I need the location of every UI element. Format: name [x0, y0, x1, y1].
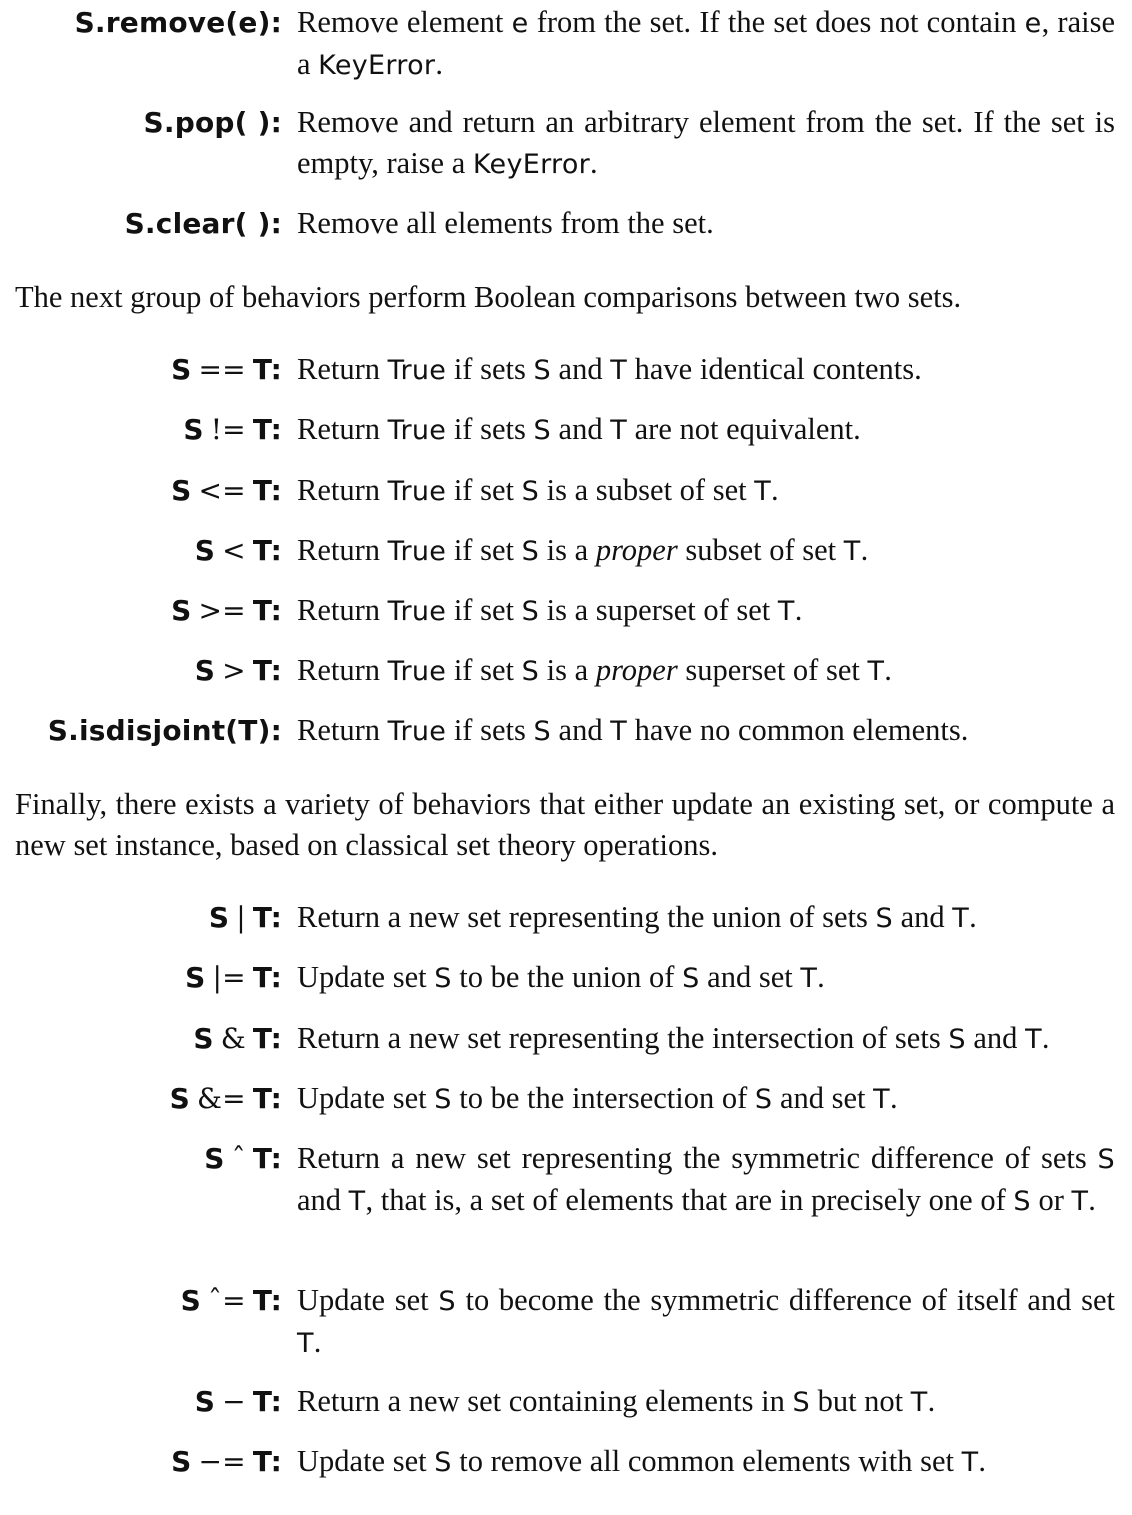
desc-ge: Return True if set S is a superset of set T.: [297, 593, 803, 627]
term-gt: S > T:: [194, 654, 282, 687]
desc-pop: Remove and return an arbitrary element from the set. If the set is empty, raise a KeyError.: [297, 105, 1115, 180]
desc-union-update: Update set S to be the union of S and set T.: [297, 960, 825, 994]
desc-symmetric-difference: Return a new set representing the symmetric difference of sets S and T, that is, a set of elements that are in precisely one of S or T.: [297, 1141, 1115, 1217]
term-intersection-update: S &= T:: [169, 1082, 282, 1115]
paragraph-comparisons-intro: The next group of behaviors perform Boolean comparisons between two sets.: [15, 280, 962, 314]
term-difference: S − T:: [194, 1385, 282, 1418]
desc-difference-update: Update set S to remove all common elements with set T.: [297, 1444, 987, 1478]
paragraph-set-operations-intro: Finally, there exists a variety of behaviors that either update an existing set, or compute a new set instance, based on classical set theory operations.: [15, 787, 1115, 862]
term-eq: S == T:: [171, 353, 282, 386]
term-ne: S != T:: [183, 413, 282, 446]
desc-symmetric-difference-update: Update set S to become the symmetric difference of itself and set T.: [297, 1283, 1115, 1359]
term-union: S | T:: [208, 901, 282, 934]
term-lt: S < T:: [194, 534, 282, 567]
term-clear: S.clear( ):: [124, 207, 282, 240]
desc-clear: Remove all elements from the set.: [297, 206, 714, 240]
term-le: S <= T:: [171, 474, 282, 507]
term-isdisjoint: S.isdisjoint(T):: [47, 714, 282, 747]
desc-le: Return True if set S is a subset of set T.: [297, 473, 779, 507]
desc-difference: Return a new set containing elements in S but not T.: [297, 1384, 936, 1418]
desc-remove: Remove element e from the set. If the set does not contain e, raise a KeyError.: [297, 5, 1115, 81]
desc-intersection-update: Update set S to be the intersection of S and set T.: [297, 1081, 898, 1115]
desc-ne: Return True if sets S and T are not equivalent.: [297, 412, 861, 446]
term-symmetric-difference-update: S ˆ= T:: [180, 1284, 282, 1317]
desc-gt: Return True if set S is a proper superset of set T.: [297, 653, 892, 687]
term-pop: S.pop( ):: [143, 106, 282, 139]
term-union-update: S |= T:: [185, 961, 282, 994]
term-intersection: S & T:: [193, 1022, 282, 1055]
desc-eq: Return True if sets S and T have identical contents.: [297, 352, 922, 386]
term-ge: S >= T:: [171, 594, 282, 627]
desc-isdisjoint: Return True if sets S and T have no common elements.: [297, 713, 969, 747]
term-remove: S.remove(e):: [74, 6, 282, 39]
desc-lt: Return True if set S is a proper subset of set T.: [297, 533, 869, 567]
term-symmetric-difference: S ˆ T:: [204, 1142, 282, 1175]
desc-intersection: Return a new set representing the intersection of sets S and T.: [297, 1021, 1050, 1055]
desc-union: Return a new set representing the union of sets S and T.: [297, 900, 977, 934]
term-difference-update: S −= T:: [171, 1445, 282, 1478]
